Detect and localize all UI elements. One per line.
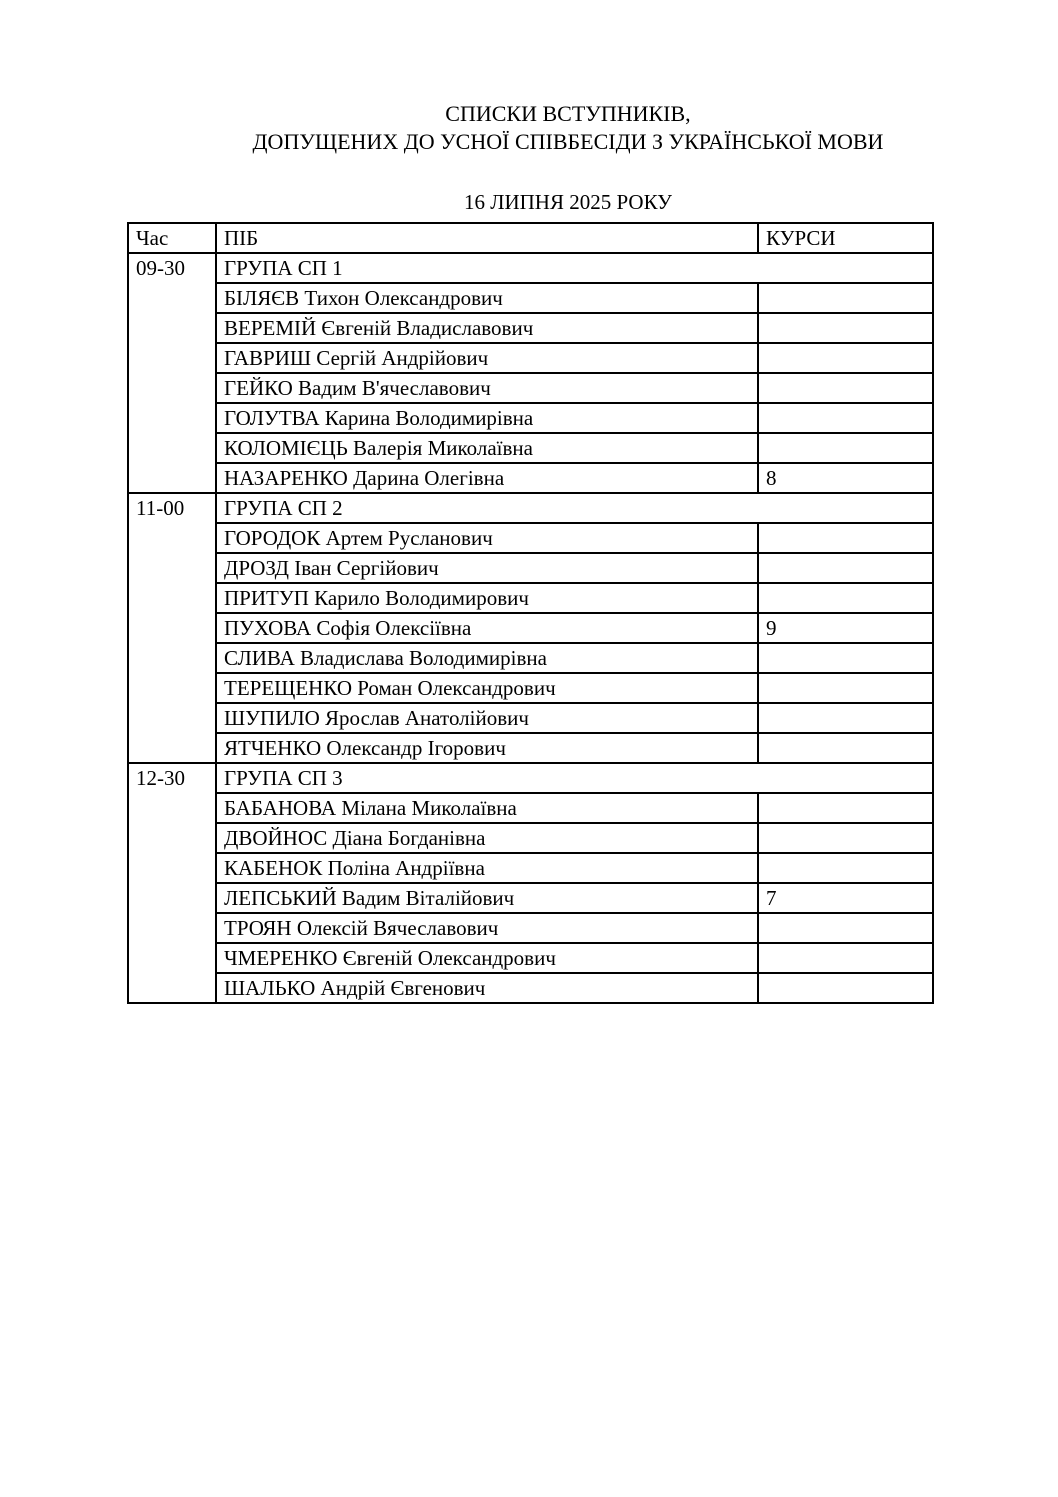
applicant-courses bbox=[758, 523, 933, 553]
applicant-row bbox=[128, 943, 933, 973]
group-label: ГРУПА СП 1 bbox=[216, 253, 933, 283]
applicant-row bbox=[128, 313, 933, 343]
column-header-courses: КУРСИ bbox=[758, 223, 933, 253]
group-time: 11-00 bbox=[128, 493, 216, 763]
applicant-name: ПУХОВА Софія Олексіївна bbox=[216, 613, 758, 643]
applicant-name: ЧМЕРЕНКО Євгеній Олександрович bbox=[216, 943, 758, 973]
group-time: 12-30 bbox=[128, 763, 216, 1003]
applicant-courses bbox=[758, 373, 933, 403]
date-heading: 16 ЛИПНЯ 2025 РОКУ bbox=[463, 190, 673, 214]
applicant-row bbox=[128, 973, 933, 1003]
applicant-name: ТРОЯН Олексій Вячеславович bbox=[216, 913, 758, 943]
applicant-name: ГОЛУТВА Карина Володимирівна bbox=[216, 403, 758, 433]
applicant-name: БІЛЯЄВ Тихон Олександрович bbox=[216, 283, 758, 313]
applicant-row bbox=[128, 913, 933, 943]
applicant-row bbox=[128, 853, 933, 883]
applicant-row bbox=[128, 553, 933, 583]
group-header-row bbox=[128, 493, 933, 523]
document-page bbox=[127, 100, 1009, 1004]
applicant-row bbox=[128, 883, 933, 913]
column-header-time: Час bbox=[128, 223, 216, 253]
applicant-courses bbox=[758, 403, 933, 433]
applicants-table bbox=[127, 222, 934, 1004]
applicant-name: КОЛОМІЄЦЬ Валерія Миколаївна bbox=[216, 433, 758, 463]
applicant-courses bbox=[758, 853, 933, 883]
applicant-name: ГЕЙКО Вадим В'ячеславович bbox=[216, 373, 758, 403]
applicant-courses bbox=[758, 343, 933, 373]
applicant-courses bbox=[758, 673, 933, 703]
applicant-name: ЛЕПСЬКИЙ Вадим Віталійович bbox=[216, 883, 758, 913]
applicant-row bbox=[128, 283, 933, 313]
applicant-row bbox=[128, 703, 933, 733]
applicant-row bbox=[128, 373, 933, 403]
applicant-row bbox=[128, 793, 933, 823]
applicant-name: ДВОЙНОС Діана Богданівна bbox=[216, 823, 758, 853]
applicant-name: ЯТЧЕНКО Олександр Ігорович bbox=[216, 733, 758, 763]
applicant-name: ГОРОДОК Артем Русланович bbox=[216, 523, 758, 553]
applicant-name: ГАВРИШ Сергій Андрійович bbox=[216, 343, 758, 373]
group-header-row bbox=[128, 253, 933, 283]
applicant-courses bbox=[758, 553, 933, 583]
applicant-row bbox=[128, 583, 933, 613]
applicant-row bbox=[128, 733, 933, 763]
applicant-courses bbox=[758, 943, 933, 973]
applicant-row bbox=[128, 823, 933, 853]
applicant-courses bbox=[758, 583, 933, 613]
column-header-name: ПІБ bbox=[216, 223, 758, 253]
table-body bbox=[128, 253, 933, 1003]
applicant-row bbox=[128, 643, 933, 673]
applicant-row bbox=[128, 343, 933, 373]
applicant-row bbox=[128, 673, 933, 703]
applicant-name: ВЕРЕМІЙ Євгеній Владиславович bbox=[216, 313, 758, 343]
applicant-name: ШУПИЛО Ярослав Анатолійович bbox=[216, 703, 758, 733]
title-line-1: СПИСКИ ВСТУПНИКІВ, bbox=[445, 101, 691, 126]
applicant-name: БАБАНОВА Мілана Миколаївна bbox=[216, 793, 758, 823]
applicant-row bbox=[128, 463, 933, 493]
applicant-name: ШАЛЬКО Андрій Євгенович bbox=[216, 973, 758, 1003]
applicant-name: ПРИТУП Карило Володимирович bbox=[216, 583, 758, 613]
group-header-row bbox=[128, 763, 933, 793]
applicant-courses bbox=[758, 643, 933, 673]
applicant-courses bbox=[758, 793, 933, 823]
applicant-courses bbox=[758, 283, 933, 313]
group-time: 09-30 bbox=[128, 253, 216, 493]
applicant-name: КАБЕНОК Поліна Андріївна bbox=[216, 853, 758, 883]
applicant-courses: 7 bbox=[758, 883, 933, 913]
table-header-row bbox=[128, 223, 933, 253]
applicant-name: СЛИВА Владислава Володимирівна bbox=[216, 643, 758, 673]
applicant-row bbox=[128, 523, 933, 553]
applicant-courses bbox=[758, 913, 933, 943]
applicant-name: НАЗАРЕНКО Дарина Олегівна bbox=[216, 463, 758, 493]
applicant-courses bbox=[758, 313, 933, 343]
applicant-row bbox=[128, 433, 933, 463]
applicant-courses: 8 bbox=[758, 463, 933, 493]
applicant-courses: 9 bbox=[758, 613, 933, 643]
applicant-row bbox=[128, 403, 933, 433]
group-label: ГРУПА СП 2 bbox=[216, 493, 933, 523]
applicant-courses bbox=[758, 733, 933, 763]
applicant-name: ТЕРЕЩЕНКО Роман Олександрович bbox=[216, 673, 758, 703]
document-title bbox=[127, 100, 1009, 156]
applicant-courses bbox=[758, 823, 933, 853]
applicant-courses bbox=[758, 433, 933, 463]
applicant-courses bbox=[758, 703, 933, 733]
applicant-name: ДРОЗД Іван Сергійович bbox=[216, 553, 758, 583]
title-line-2: ДОПУЩЕНИХ ДО УСНОЇ СПІВБЕСІДИ З УКРАЇНСЬКОЇ МОВИ bbox=[252, 129, 884, 154]
applicant-row bbox=[128, 613, 933, 643]
group-label: ГРУПА СП 3 bbox=[216, 763, 933, 793]
applicant-courses bbox=[758, 973, 933, 1003]
